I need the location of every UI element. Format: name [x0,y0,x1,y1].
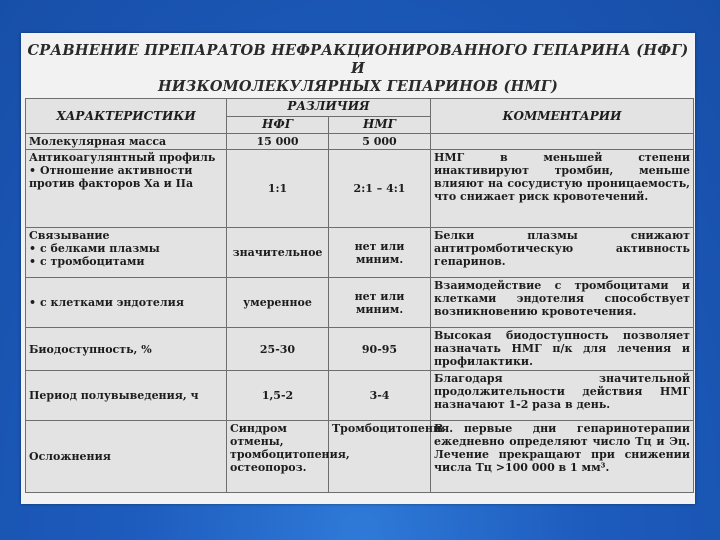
row-endothelium-nmg: нет или миним. [329,278,431,328]
binding-bullet-platelets: • с тромбоцитами [29,255,223,268]
header-differences: РАЗЛИЧИЯ [227,99,431,117]
row-binding-nmg: нет или миним. [329,228,431,278]
row-complications-comment: В первые дни гепаринотерапии ежедневно определяют число Тц и Эц. Лечение прекращают при снижении числа Тц >100 000 в 1 мм³. [431,421,694,493]
row-halflife-nfg: 1,5-2 [227,371,329,421]
row-complications-label: Осложнения [26,421,227,493]
header-nfg: НФГ [227,117,329,134]
title-line-1: СРАВНЕНИЕ ПРЕПАРАТОВ НЕФРАКЦИОНИРОВАННОГО ГЕПАРИНА (НФГ) И [27,42,689,77]
anticoag-title: Антикоагулянтный профиль [29,151,216,164]
row-anticoag-nfg: 1:1 [227,150,329,228]
header-nmg: НМГ [329,117,431,134]
row-bioavailability-label: Биодоступность, % [26,328,227,371]
binding-title: Связывание [29,229,110,242]
row-binding-comment: Белки плазмы снижают антитромботическую активность гепаринов. [431,228,694,278]
document-page [21,33,695,504]
row-binding-nfg: значительное [227,228,329,278]
row-molecular-mass-label: Молекулярная масса [26,134,227,150]
row-binding-label [26,228,227,278]
row-anticoag-label [26,150,227,228]
row-endothelium-comment: Взаимодействие с тромбоцитами и клетками эндотелия способствует возникновению кровотечения. [431,278,694,328]
row-anticoag-comment: НМГ в меньшей степени инактивируют тромбин, меньше влияют на сосудистую проницаемость, что снижает риск кровотечений. [431,150,694,228]
title-line-2: НИЗКОМОЛЕКУЛЯРНЫХ ГЕПАРИНОВ (НМГ) [157,78,559,95]
row-bioavailability-nfg: 25-30 [227,328,329,371]
row-bioavailability-comment: Высокая биодоступность позволяет назначать НМГ п/к для лечения и профилактики. [431,328,694,371]
row-anticoag-nmg: 2:1 – 4:1 [329,150,431,228]
binding-bullet-plasma: • с белками плазмы [29,242,223,255]
header-comments: КОММЕНТАРИИ [431,99,694,134]
row-molecular-mass-nmg: 5 000 [329,134,431,150]
row-endothelium-nfg: умеренное [227,278,329,328]
endothelium-bullet: • с клетками эндотелия [29,296,223,309]
comparison-table [25,98,694,493]
row-bioavailability-nmg: 90-95 [329,328,431,371]
row-complications-nmg: Тромбоцитопения. [329,421,431,493]
row-molecular-mass-nfg: 15 000 [227,134,329,150]
row-endothelium-label [26,278,227,328]
header-characteristics: ХАРАКТЕРИСТИКИ [26,99,227,134]
anticoag-bullet: • Отношение активности против факторов Ха и IIa [29,164,223,190]
page-title [21,42,695,96]
row-halflife-nmg: 3-4 [329,371,431,421]
row-halflife-comment: Благодаря значительной продолжительности действия НМГ назначают 1-2 раза в день. [431,371,694,421]
row-molecular-mass-comment [431,134,694,150]
row-complications-nfg: Синдром отмены, тромбоцитопения, остеопороз. [227,421,329,493]
row-halflife-label: Период полувыведения, ч [26,371,227,421]
